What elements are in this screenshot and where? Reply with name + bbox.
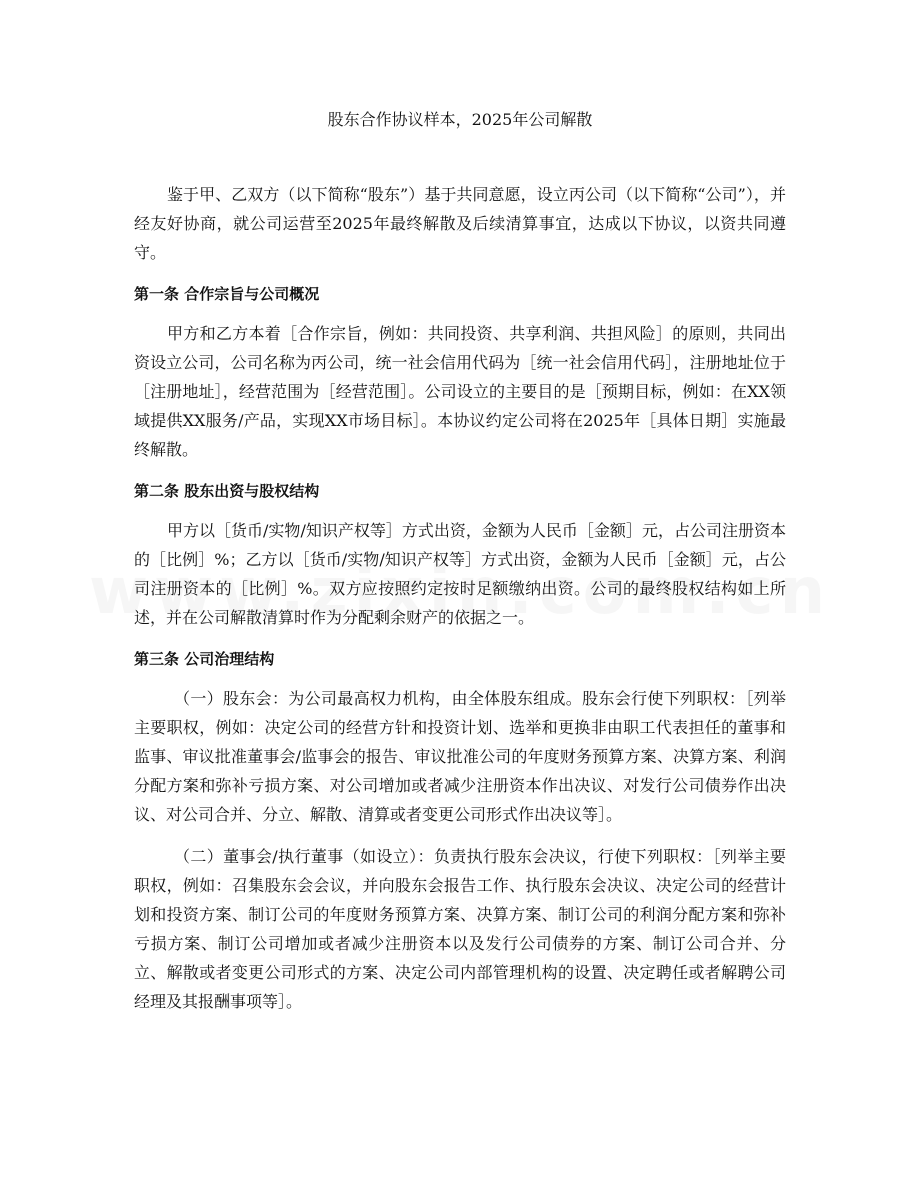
section-1	[134, 280, 786, 464]
section-paragraph: 甲方和乙方本着［合作宗旨，例如：共同投资、共享利润、共担风险］的原则，共同出资设立公司，公司名称为丙公司，统一社会信用代码为［统一社会信用代码］，注册地址位于［注册地址］，经营范围为［经营范围］。公司设立的主要目的是［预期目标，例如：在XX领域提供XX服务/产品，实现XX市场目标］。本协议约定公司将在2025年［具体日期］实施最终解散。	[134, 324, 786, 459]
section-heading: 第一条 合作宗旨与公司概况	[134, 285, 320, 303]
section-heading: 第三条 公司治理结构	[134, 650, 275, 668]
intro-paragraph: 鉴于甲、乙双方（以下简称“股东”）基于共同意愿，设立丙公司（以下简称“公司”），并经友好协商，就公司运营至2025年最终解散及后续清算事宜，达成以下协议，以资共同遵守。	[134, 185, 786, 262]
section-paragraph: 甲方以［货币/实物/知识产权等］方式出资，金额为人民币［金额］元，占公司注册资本的［比例］%；乙方以［货币/实物/知识产权等］方式出资，金额为人民币［金额］元，占公司注册资本的［比例］%。双方应按照约定按时足额缴纳出资。公司的最终股权结构如上所述，并在公司解散清算时作为分配剩余财产的依据之一。	[134, 521, 786, 627]
section-2	[134, 477, 786, 632]
section-3	[134, 645, 786, 1016]
document-body	[134, 180, 786, 1029]
section-paragraph: （一）股东会：为公司最高权力机构，由全体股东组成。股东会行使下列职权：［列举主要职权，例如：决定公司的经营方针和投资计划、选举和更换非由职工代表担任的董事和监事、审议批准董事会/监事会的报告、审议批准公司的年度财务预算方案、决算方案、利润分配方案和弥补亏损方案、对公司增加或者减少注册资本作出决议、对发行公司债券作出决议、对公司合并、分立、解散、清算或者变更公司形式作出决议等］。	[134, 689, 786, 824]
section-paragraph: （二）董事会/执行董事（如设立）：负责执行股东会决议，行使下列职权：［列举主要职权，例如：召集股东会会议，并向股东会报告工作、执行股东会决议、决定公司的经营计划和投资方案、制订公司的年度财务预算方案、决算方案、制订公司的利润分配方案和弥补亏损方案、制订公司增加或者减少注册资本以及发行公司债券的方案、制订公司合并、分立、解散或者变更公司形式的方案、决定公司内部管理机构的设置、决定聘任或者解聘公司经理及其报酬事项等］。	[134, 847, 786, 1011]
section-heading: 第二条 股东出资与股权结构	[134, 482, 320, 500]
document-title: 股东合作协议样本，2025年公司解散	[327, 110, 593, 129]
